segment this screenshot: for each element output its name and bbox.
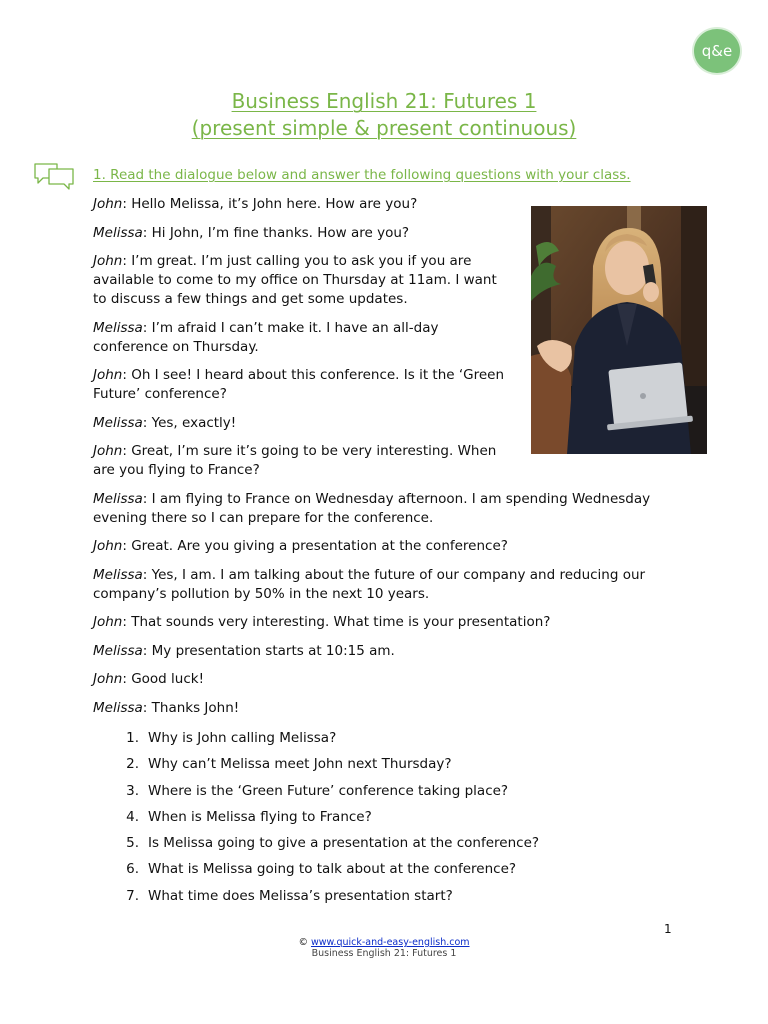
dialogue-line xyxy=(93,699,678,718)
dialogue-text: : I’m great. I’m just calling you to ask you if you are available to come to my office on Thursday at 11am. I want to discuss a few things and get some updates. xyxy=(93,253,497,307)
question-item xyxy=(93,887,673,906)
page-title xyxy=(0,88,768,142)
dialogue-text: : I am flying to France on Wednesday afternoon. I am spending Wednesday evening there so I can prepare for the conference. xyxy=(93,490,651,526)
dialogue-text: : Hi John, I’m fine thanks. How are you? xyxy=(142,224,410,241)
speaker-name: Melissa xyxy=(93,642,143,659)
speaker-name: Melissa xyxy=(93,319,143,336)
question-text: What is Melissa going to talk about at the conference? xyxy=(148,861,517,878)
dialogue-line xyxy=(93,566,678,604)
dialogue-text: : My presentation starts at 10:15 am. xyxy=(142,642,395,659)
question-number: 6. xyxy=(126,861,139,878)
dialogue-line xyxy=(93,670,678,689)
question-text: Where is the ‘Green Future’ conference taking place? xyxy=(148,782,509,799)
footer xyxy=(0,937,768,959)
dialogue xyxy=(93,195,678,727)
logo-text: q&e xyxy=(701,42,733,60)
question-item xyxy=(93,729,673,748)
dialogue-text: : Great, I’m sure it’s going to be very interesting. When are you flying to France? xyxy=(93,443,497,478)
question-text: Why is John calling Melissa? xyxy=(148,730,337,746)
dialogue-line xyxy=(93,366,513,404)
question-number: 5. xyxy=(126,835,139,852)
dialogue-line xyxy=(93,224,513,243)
question-number: 3. xyxy=(126,782,139,799)
dialogue-text: : Thanks John! xyxy=(142,699,240,716)
question-number: 2. xyxy=(126,756,139,773)
title-line-1: Business English 21: Futures 1 xyxy=(231,89,537,113)
speaker-name: John xyxy=(93,443,123,459)
speaker-name: Melissa xyxy=(93,414,143,431)
question-text: When is Melissa flying to France? xyxy=(148,808,372,825)
question-item xyxy=(93,808,673,827)
dialogue-text: : Great. Are you giving a presentation at the conference? xyxy=(122,538,508,554)
speaker-name: Melissa xyxy=(93,224,143,241)
question-text: Is Melissa going to give a presentation at the conference? xyxy=(148,835,540,852)
speaker-name: Melissa xyxy=(93,699,143,716)
speaker-name: Melissa xyxy=(93,490,143,507)
dialogue-text: : That sounds very interesting. What time is your presentation? xyxy=(122,614,551,630)
dialogue-line xyxy=(93,642,678,661)
question-text: Why can’t Melissa meet John next Thursday? xyxy=(148,756,452,773)
dialogue-text: : Hello Melissa, it’s John here. How are you? xyxy=(122,196,418,212)
dialogue-text: : Yes, I am. I am talking about the future of our company and reducing our company’s pollution by 50% in the next 10 years. xyxy=(93,566,646,602)
chat-bubbles-icon xyxy=(33,162,75,190)
question-item xyxy=(93,834,673,853)
question-number: 4. xyxy=(126,808,139,825)
speaker-name: John xyxy=(93,614,123,630)
question-item xyxy=(93,860,673,879)
dialogue-line xyxy=(93,252,513,309)
dialogue-text: : Yes, exactly! xyxy=(142,414,237,431)
title-line-2: (present simple & present continuous) xyxy=(191,116,577,140)
qe-logo xyxy=(692,27,742,75)
dialogue-line xyxy=(93,613,678,632)
speaker-name: Melissa xyxy=(93,566,143,583)
question-text: What time does Melissa’s presentation start? xyxy=(148,887,453,904)
page-number: 1 xyxy=(664,922,672,936)
question-list xyxy=(93,729,673,913)
copyright-symbol: © xyxy=(298,937,308,948)
dialogue-text: : Oh I see! I heard about this conference. Is it the ‘Green Future’ conference? xyxy=(93,367,505,402)
dialogue-line xyxy=(93,442,513,480)
dialogue-line xyxy=(93,537,678,556)
footer-link-line xyxy=(0,937,768,948)
exercise-instruction: 1. Read the dialogue below and answer the following questions with your class. xyxy=(93,167,631,183)
question-number: 7. xyxy=(126,887,139,904)
speaker-name: John xyxy=(93,253,123,269)
dialogue-line xyxy=(93,195,513,214)
website-link[interactable]: www.quick-and-easy-english.com xyxy=(310,937,470,948)
question-item xyxy=(93,755,673,774)
dialogue-line xyxy=(93,319,513,357)
footer-subtitle: Business English 21: Futures 1 xyxy=(311,948,457,959)
speaker-name: John xyxy=(93,367,123,383)
speaker-name: John xyxy=(93,538,123,554)
question-item xyxy=(93,782,673,801)
question-number: 1. xyxy=(126,730,139,746)
speaker-name: John xyxy=(93,671,123,687)
dialogue-text: : Good luck! xyxy=(122,671,204,687)
speaker-name: John xyxy=(93,196,123,212)
dialogue-line xyxy=(93,490,678,528)
dialogue-text: : I’m afraid I can’t make it. I have an all-day conference on Thursday. xyxy=(93,319,439,355)
dialogue-line xyxy=(93,414,513,433)
